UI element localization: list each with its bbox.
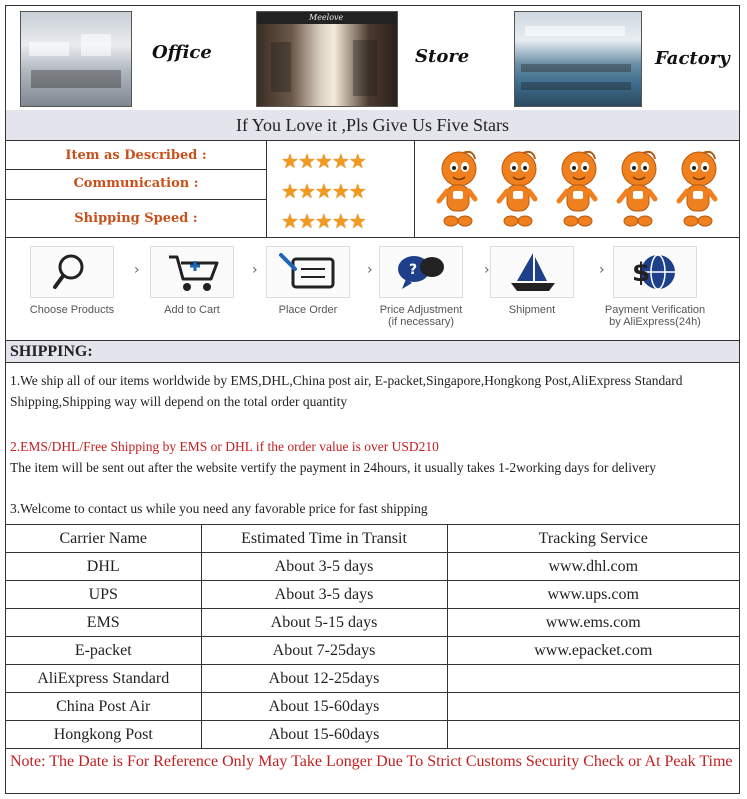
star-icon: ★ bbox=[331, 151, 349, 173]
tracking-service-cell: www.dhl.com bbox=[447, 553, 739, 581]
star-icon: ★ bbox=[348, 181, 366, 203]
transit-time-cell: About 3-5 days bbox=[201, 581, 447, 609]
arrow-icon: › bbox=[252, 262, 258, 278]
globe-dollar-icon bbox=[614, 247, 696, 297]
mascot-row bbox=[415, 141, 739, 237]
step-label: Place Order bbox=[278, 304, 338, 316]
transit-time-cell: About 3-5 days bbox=[201, 553, 447, 581]
cart-icon bbox=[151, 247, 233, 297]
step-payment-verification bbox=[600, 246, 710, 328]
stars-shipping bbox=[281, 209, 366, 234]
mascot-icon bbox=[433, 149, 479, 231]
shipping-point-2: 2.EMS/DHL/Free Shipping by EMS or DHL if the order value is over USD210 bbox=[10, 439, 439, 454]
carrier-table bbox=[6, 524, 739, 749]
table-row bbox=[6, 637, 739, 665]
transit-time-cell: About 5-15 days bbox=[201, 609, 447, 637]
magnifier-icon bbox=[31, 247, 113, 297]
step-place-order bbox=[260, 246, 356, 316]
carrier-name-cell: DHL bbox=[6, 553, 201, 581]
table-row bbox=[6, 581, 739, 609]
star-icon: ★ bbox=[314, 211, 332, 233]
table-row bbox=[6, 609, 739, 637]
step-label: Shipment bbox=[508, 304, 556, 316]
arrow-icon: › bbox=[134, 262, 140, 278]
tracking-service-cell bbox=[447, 665, 739, 693]
ship-icon bbox=[491, 247, 573, 297]
header-carrier: Carrier Name bbox=[6, 525, 201, 553]
five-stars-banner: If You Love it ,Pls Give Us Five Stars bbox=[6, 110, 739, 141]
factory-label: Factory bbox=[655, 48, 730, 69]
star-icon: ★ bbox=[281, 181, 298, 203]
carrier-name-cell: UPS bbox=[6, 581, 201, 609]
tracking-service-cell: www.ups.com bbox=[447, 581, 739, 609]
carrier-name-cell: EMS bbox=[6, 609, 201, 637]
transit-time-cell: About 12-25days bbox=[201, 665, 447, 693]
delivery-note: Note: The Date is For Reference Only May Take Longer Due To Strict Customs Security Check or At Peak Time bbox=[10, 753, 733, 770]
arrow-icon: › bbox=[367, 262, 373, 278]
tracking-service-cell bbox=[447, 721, 739, 749]
factory-photo bbox=[514, 11, 642, 107]
shipping-point-1: 1.We ship all of our items worldwide by EMS,DHL,China post air, E-packet,Singapore,Hongkong Post,AliExpress Standard Shipping,Shipping way will depend on the total order quantity bbox=[10, 373, 683, 409]
star-icon: ★ bbox=[314, 181, 332, 203]
stars-item bbox=[281, 149, 366, 174]
header-time: Estimated Time in Transit bbox=[201, 525, 447, 553]
carrier-name-cell: Hongkong Post bbox=[6, 721, 201, 749]
star-icon: ★ bbox=[281, 151, 298, 173]
rating-label-item: Item as Described : bbox=[65, 148, 207, 163]
star-icon: ★ bbox=[348, 151, 366, 173]
rating-label-shipping: Shipping Speed : bbox=[74, 211, 198, 226]
store-label: Store bbox=[415, 46, 470, 67]
carrier-name-cell: E-packet bbox=[6, 637, 201, 665]
order-form-icon bbox=[267, 247, 349, 297]
transit-time-cell: About 15-60days bbox=[201, 721, 447, 749]
star-icon: ★ bbox=[297, 181, 315, 203]
step-label: Add to Cart bbox=[164, 304, 220, 316]
step-label: Payment Verification by AliExpress(24h) bbox=[604, 304, 706, 328]
transit-time-cell: About 7-25days bbox=[201, 637, 447, 665]
star-icon: ★ bbox=[281, 211, 298, 233]
mascot-icon bbox=[673, 149, 719, 231]
table-row bbox=[6, 693, 739, 721]
step-add-to-cart bbox=[144, 246, 240, 316]
rating-stars bbox=[267, 141, 415, 237]
step-shipment bbox=[484, 246, 580, 316]
mascot-icon bbox=[493, 149, 539, 231]
chat-bubbles-icon bbox=[380, 247, 462, 297]
rating-label-communication: Communication : bbox=[73, 176, 199, 191]
listing-frame bbox=[5, 5, 740, 794]
shipping-header: SHIPPING: bbox=[6, 341, 739, 363]
rating-labels bbox=[6, 141, 267, 237]
table-header-row bbox=[6, 525, 739, 553]
mascot-icon bbox=[553, 149, 599, 231]
company-photos bbox=[6, 6, 739, 111]
step-label: Price Adjustment (if necessary) bbox=[379, 304, 463, 328]
star-icon: ★ bbox=[331, 181, 349, 203]
step-label: Choose Products bbox=[29, 304, 115, 316]
svg-text:$: $ bbox=[632, 258, 651, 288]
tracking-service-cell: www.ems.com bbox=[447, 609, 739, 637]
office-label: Office bbox=[152, 42, 212, 63]
shipping-point-3: 3.Welcome to contact us while you need any favorable price for fast shipping bbox=[10, 501, 428, 516]
arrow-icon: › bbox=[484, 262, 490, 278]
star-icon: ★ bbox=[331, 211, 349, 233]
step-price-adjustment bbox=[373, 246, 469, 328]
table-row bbox=[6, 665, 739, 693]
stars-communication bbox=[281, 179, 366, 204]
carrier-name-cell: AliExpress Standard bbox=[6, 665, 201, 693]
arrow-icon: › bbox=[599, 262, 605, 278]
svg-text:?: ? bbox=[409, 262, 418, 278]
star-icon: ★ bbox=[297, 151, 315, 173]
star-icon: ★ bbox=[297, 211, 315, 233]
step-choose-products bbox=[24, 246, 120, 316]
star-icon: ★ bbox=[314, 151, 332, 173]
store-sign: Meelove bbox=[309, 13, 344, 22]
rating-section bbox=[6, 141, 739, 238]
shipping-point-2-detail: The item will be sent out after the website vertify the payment in 24hours, it usually takes 1-2working days for delivery bbox=[10, 460, 656, 475]
table-row bbox=[6, 721, 739, 749]
header-tracking: Tracking Service bbox=[447, 525, 739, 553]
mascot-icon bbox=[613, 149, 659, 231]
star-icon: ★ bbox=[348, 211, 366, 233]
office-photo bbox=[20, 11, 132, 107]
carrier-name-cell: China Post Air bbox=[6, 693, 201, 721]
store-photo bbox=[256, 11, 398, 107]
tracking-service-cell bbox=[447, 693, 739, 721]
order-process bbox=[6, 238, 739, 341]
table-row bbox=[6, 553, 739, 581]
tracking-service-cell: www.epacket.com bbox=[447, 637, 739, 665]
transit-time-cell: About 15-60days bbox=[201, 693, 447, 721]
